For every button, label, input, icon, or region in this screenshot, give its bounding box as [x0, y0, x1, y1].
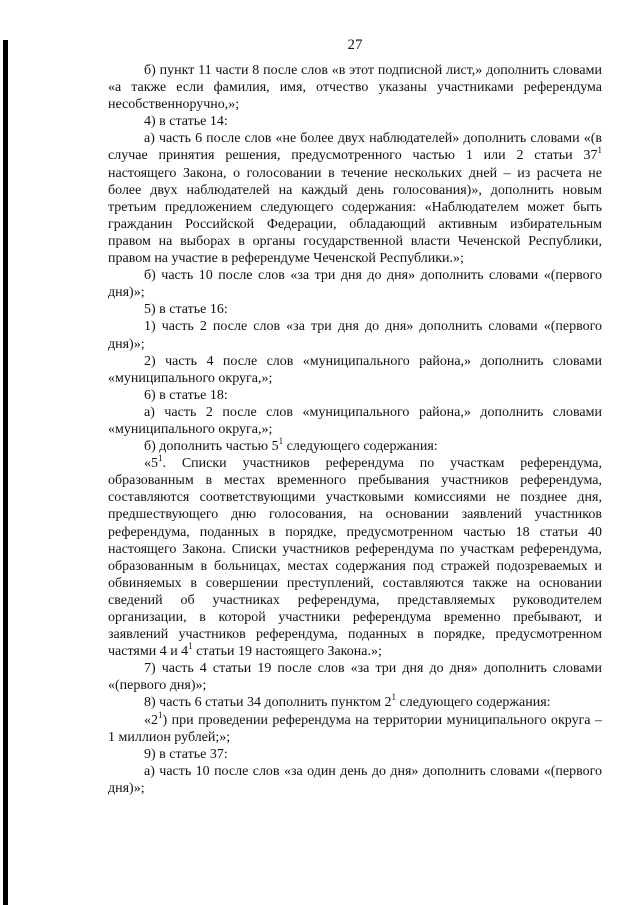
paragraph-5: 5) в статье 16:: [144, 302, 228, 318]
paragraph-14: «$2^1$) при проведении референдума на территории муниципального округа – 1 миллион рублей;»;: [108, 709, 602, 745]
scan-edge-bar: [3, 40, 8, 905]
superscript: 1: [158, 709, 163, 720]
paragraph-6: 1) часть 2 после слов «за три дня до дня» дополнить словами «(первого дня)»;: [108, 319, 602, 352]
paragraph-7: 2) часть 4 после слов «муниципального района,» дополнить словами «муниципального округа,»;: [108, 353, 602, 386]
superscript: 1: [188, 641, 193, 652]
paragraph-13: 8) часть 6 статьи 34 дополнить пунктом $2^1$ следующего содержания:: [144, 692, 551, 711]
paragraph-4: б) часть 10 после слов «за три дня до дня» дополнить словами «(первого дня)»;: [108, 268, 602, 301]
paragraph-12: 7) часть 4 статьи 19 после слов «за три дня до дня» дополнить словами «(первого дня)»;: [108, 661, 602, 694]
paragraph-16: а) часть 10 после слов «за один день до дня» дополнить словами «(первого дня)»;: [108, 763, 602, 796]
superscript: 1: [158, 453, 163, 464]
superscript: 1: [278, 436, 284, 447]
superscript: 1: [391, 692, 397, 703]
paragraph-11: «$5^1$. Списки участников референдума по участкам референдума, образованным в местах временного пребывания участников референдума, составляются соответствующими участковыми комиссиями не позднее дня, предшествующего дню голосования, на основании заявлений участников референдума, поданных в порядке, предусмотренном частью 18 статьи 40 настоящего Закона. Списки участников референдума по участкам референдума, образованным в больницах, местах содержания под стражей подозреваемых и обвиняемых в совершении преступлений, составляются также на основании сведений об участниках референдума, представляемых руководителем организации, в которой участники референдума временно пребывают, и заявлений участников референдума, поданных в порядке, предусмотренном частями 4 и $4^1$ статьи 19 настоящего Закона.»;: [108, 453, 602, 660]
paragraph-9: а) часть 2 после слов «муниципального района,» дополнить словами «муниципального округа,»;: [108, 404, 602, 437]
paragraph-8: 6) в статье 18:: [144, 387, 228, 403]
paragraph-2: 4) в статье 14:: [144, 114, 228, 130]
paragraph-1: б) пункт 11 части 8 после слов «в этот подписной лист,» дополнить словами «а также если фамилия, имя, отчество указаны участниками референдума несобственноручно,»;: [108, 63, 602, 113]
paragraph-15: 9) в статье 37:: [144, 746, 228, 762]
superscript: 1: [597, 145, 602, 156]
page-number: 27: [347, 37, 363, 53]
document-body: [108, 62, 602, 797]
paragraph-10: б) дополнить частью $5^1$ следующего содержания:: [144, 436, 438, 455]
paragraph-3: а) часть 6 после слов «не более двух наблюдателей» дополнить словами «(в случае принятия решения, предусмотренного частью 1 или 2 статьи $37^1$ настоящего Закона, о голосовании в течение нескольких дней – из расчета не более двух наблюдателей на каждый день голосования)», дополнить новым третьим предложением следующего содержания: «Наблюдателем может быть гражданин Российской Федерации, обладающий активным избирательным правом на выборах в органы государственной власти Чеченской Республики, правом на участие в референдуме Чеченской Республики.»;: [108, 131, 602, 267]
